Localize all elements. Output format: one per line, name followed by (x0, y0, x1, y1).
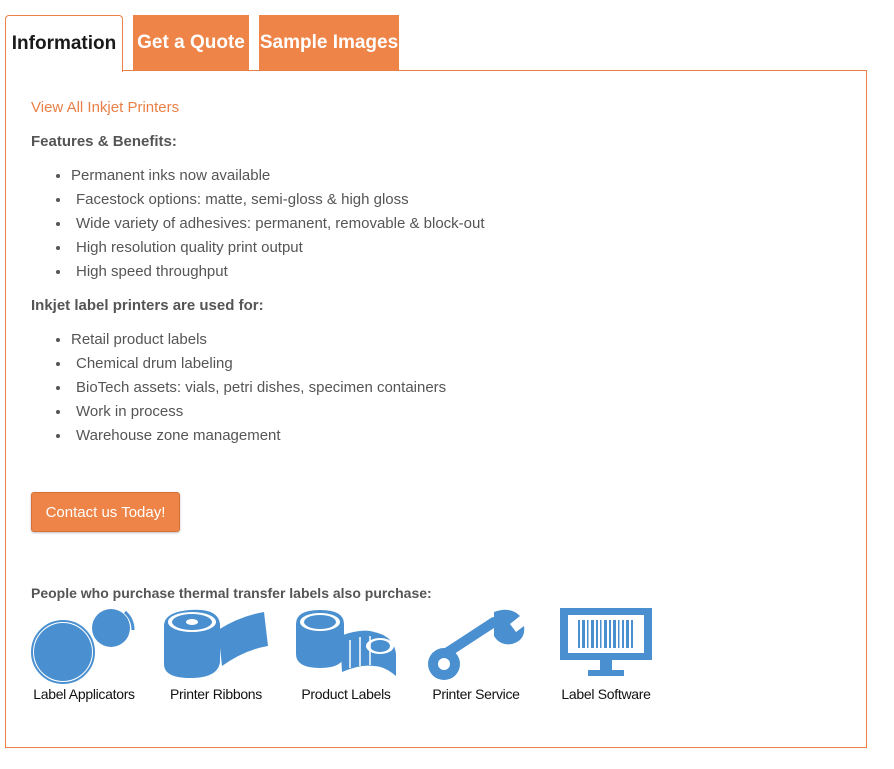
label-roll-icon (290, 606, 402, 684)
product-label: Label Applicators (33, 686, 135, 702)
contact-us-button[interactable]: Contact us Today! (31, 492, 180, 532)
list-item: • Warehouse zone management (71, 424, 446, 448)
list-item: • Chemical drum labeling (71, 352, 446, 376)
list-item: • Work in process (71, 400, 446, 424)
product-label: Printer Ribbons (170, 686, 262, 702)
list-item: • Facestock options: matte, semi-gloss & high gloss (71, 188, 485, 212)
tab-get-a-quote[interactable]: Get a Quote (133, 15, 249, 70)
product-printer-ribbons[interactable] (156, 606, 276, 706)
product-label-applicators[interactable] (24, 606, 144, 706)
uses-heading: Inkjet label printers are used for: (31, 297, 264, 314)
label-applicator-icon (29, 606, 139, 684)
product-label-software[interactable] (546, 606, 666, 706)
product-product-labels[interactable] (286, 606, 406, 706)
product-label: Label Software (561, 686, 651, 702)
list-item: • Retail product labels (71, 328, 446, 352)
features-list (51, 164, 485, 284)
view-all-inkjet-printers-link[interactable]: View All Inkjet Printers (31, 99, 180, 116)
product-printer-service[interactable] (416, 606, 536, 706)
wrench-icon (424, 606, 528, 684)
list-item: • BioTech assets: vials, petri dishes, specimen containers (71, 376, 446, 400)
tab-sample-images[interactable]: Sample Images (259, 15, 399, 70)
features-heading: Features & Benefits: (31, 133, 177, 150)
product-label: Product Labels (301, 686, 391, 702)
list-item: • High resolution quality print output (71, 236, 485, 260)
list-item: • Wide variety of adhesives: permanent, removable & block-out (71, 212, 485, 236)
information-panel (5, 70, 867, 748)
tab-information[interactable]: Information (5, 15, 123, 72)
uses-list (51, 328, 446, 448)
list-item: • Permanent inks now available (71, 164, 485, 188)
ribbon-icon (160, 606, 272, 684)
also-purchase-heading: People who purchase thermal transfer labels also purchase: (31, 585, 432, 601)
monitor-barcode-icon (554, 606, 658, 684)
list-item: • High speed throughput (71, 260, 485, 284)
product-label: Printer Service (432, 686, 520, 702)
